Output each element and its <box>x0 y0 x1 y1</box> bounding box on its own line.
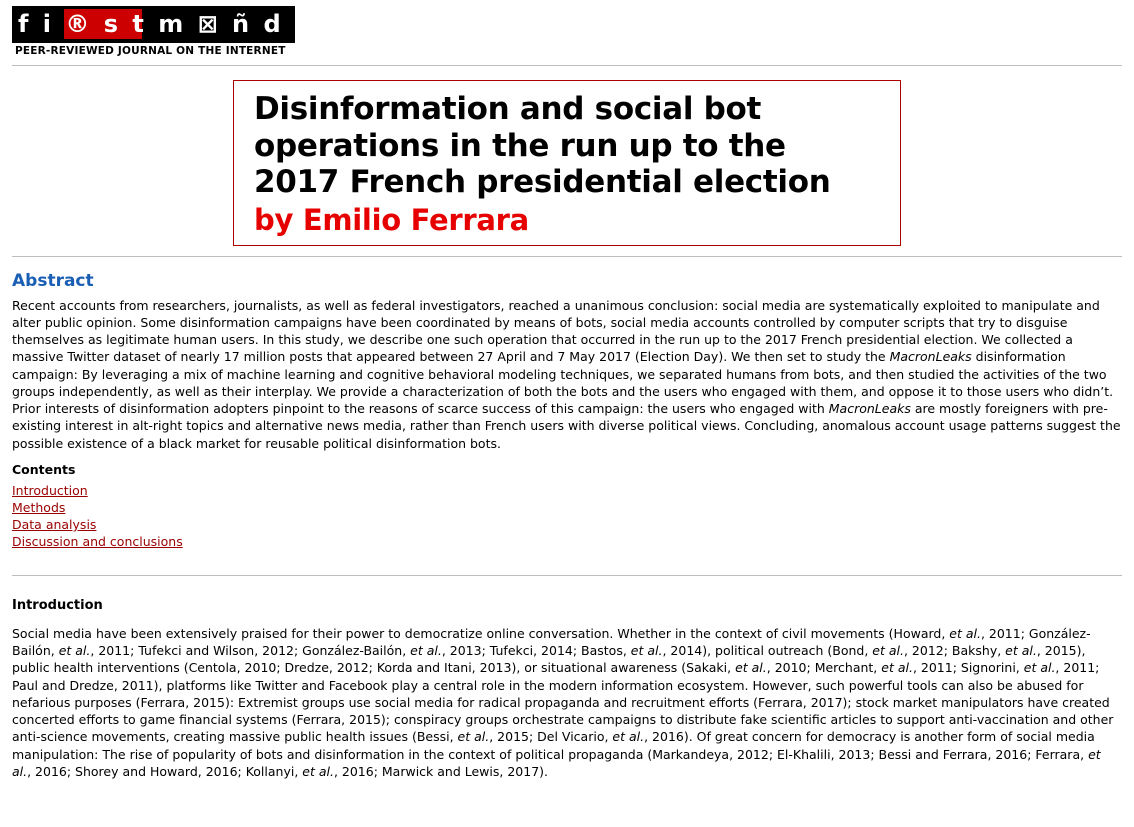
title-line-2: operations in the run up to the <box>254 127 786 164</box>
divider-below-title <box>12 256 1122 257</box>
intro-seg-j: , 2011; Paul and Dredze, 2011), platforms like Twitter and Facebook play a central role in the modern information ecosystem. However, such powerful tools can also be abused for nefarious purposes (Ferrara, 2015): Extremist groups use social media for radical propaganda and recruitment efforts (Ferrara, 2017); stock market manipulators have created concerted efforts to game financial systems (Ferrara, 2015); conspiracy groups orchestrate campaigns to distribute fake scientific articles to support anti-vaccination and other anti-science movements, creating massive public health issues (Bessi, <box>12 660 1114 745</box>
intro-seg-h: , 2010; Merchant, <box>766 660 882 676</box>
intro-italic-3: et al. <box>410 643 442 659</box>
abstract-italic-2: MacronLeaks <box>828 401 911 417</box>
article-body <box>0 271 1134 781</box>
intro-italic-11: et al. <box>612 729 645 745</box>
toc-link-introduction[interactable]: Introduction <box>12 482 88 498</box>
table-of-contents <box>12 483 1122 549</box>
abstract-heading: Abstract <box>12 270 94 291</box>
intro-seg-d: , 2013; Tufekci, 2014; Bastos, <box>441 643 631 659</box>
title-line-3: 2017 French presidential election <box>254 164 831 201</box>
masthead <box>0 0 1134 59</box>
intro-seg-i: , 2011; Signorini, <box>912 660 1024 676</box>
intro-seg-f: , 2012; Bakshy, <box>903 643 1006 659</box>
journal-tagline: PEER-REVIEWED JOURNAL ON THE INTERNET <box>12 42 295 59</box>
title-box <box>233 80 901 246</box>
intro-seg-n: , 2016; Marwick and Lewis, 2017). <box>333 763 549 779</box>
intro-italic-1: et al. <box>949 625 981 641</box>
abstract-text-part2: disinformation campaign: By leveraging a mix of machine learning and cognitive behavioral modeling techniques, we separated humans from bots, and then studied the activities of the two groups independently, as well as their interplay. We provide a characterization of both the bots and the users who engaged with them, and oppose it to those users who didn’t. Prior interests of disinformation adopters pinpoint to the reasons of scarce success of this campaign: the users who engaged with <box>12 349 1114 417</box>
intro-seg-e: , 2014), political outreach (Bond, <box>662 643 873 659</box>
toc-link-discussion-and-conclusions[interactable]: Discussion and conclusions <box>12 533 183 549</box>
title-section <box>0 66 1134 256</box>
list-item <box>12 534 1122 549</box>
contents-heading: Contents <box>12 461 76 477</box>
intro-seg-l: , 2016). Of great concern for democracy is another form of social media manipulation: The rise of popularity of bots and disinformation in the context of political propaganda (Markandeya, 2012; El-Khalili, 2013; Bessi and Ferrara, 2016; Ferrara, <box>12 729 1095 762</box>
list-item <box>12 517 1122 532</box>
intro-italic-13: et al. <box>302 763 334 779</box>
divider-before-introduction <box>12 575 1122 576</box>
intro-italic-5: et al. <box>872 643 904 659</box>
toc-link-methods[interactable]: Methods <box>12 499 66 515</box>
logo-bar <box>12 6 354 42</box>
intro-italic-4: et al. <box>630 643 663 659</box>
intro-seg-m: , 2016; Shorey and Howard, 2016; Kollanyi, <box>27 763 303 779</box>
intro-seg-c: , 2011; Tufekci and Wilson, 2012; González-Bailón, <box>90 643 411 659</box>
intro-italic-7: et al. <box>735 660 767 676</box>
logo-letters: f i ® s t m ⊠ ñ d @ ¥ <box>18 10 354 38</box>
abstract-text-part3: are mostly foreigners with pre-existing interest in alt-right topics and alternative news media, rather than French users with diverse political views. Concluding, anomalous account usage patterns suggest the possible existence of a black market for reusable political disinformation bots. <box>12 401 1121 451</box>
intro-seg-k: , 2015; Del Vicario, <box>489 729 613 745</box>
introduction-paragraph-1 <box>12 625 1122 780</box>
intro-seg-g: , 2015), public health interventions (Centola, 2010; Dredze, 2012; Korda and Itani, 2013), or situational awareness (Sakaki, <box>12 643 1086 676</box>
intro-italic-10: et al. <box>457 729 490 745</box>
intro-italic-9: et al. <box>1023 660 1056 676</box>
intro-italic-12: et al. <box>12 746 1101 779</box>
list-item <box>12 500 1122 515</box>
abstract-text-part1: Recent accounts from researchers, journalists, as well as federal investigators, reached a unanimous conclusion: social media are systematically exploited to manipulate and alter public opinion. Some disinformation campaigns have been coordinated by means of bots, social media accounts controlled by computer scripts that try to disguise themselves as legitimate human users. In this study, we describe one such operation that occurred in the run up to the 2017 French presidential election. We collected a massive Twitter dataset of nearly 17 million posts that appeared between 27 April and 7 May 2017 (Election Day). We then set to study the <box>12 297 1100 365</box>
article-title <box>254 91 900 201</box>
intro-seg-a: Social media have been extensively praised for their power to democratize online conversation. Whether in the context of civil movements (Howard, <box>12 625 950 641</box>
intro-seg-b: , 2011; González-Bailón, <box>12 625 1091 659</box>
intro-italic-6: et al. <box>1005 643 1037 659</box>
abstract-italic-1: MacronLeaks <box>889 349 972 365</box>
list-item <box>12 483 1122 498</box>
journal-logo[interactable] <box>12 6 354 59</box>
title-line-1: Disinformation and social bot <box>254 91 762 127</box>
intro-italic-2: et al. <box>58 643 91 659</box>
abstract-text <box>12 297 1122 452</box>
article-author: by Emilio Ferrara <box>254 202 529 237</box>
intro-italic-8: et al. <box>881 660 913 676</box>
introduction-heading: Introduction <box>12 597 103 613</box>
toc-link-data-analysis[interactable]: Data analysis <box>12 516 97 532</box>
